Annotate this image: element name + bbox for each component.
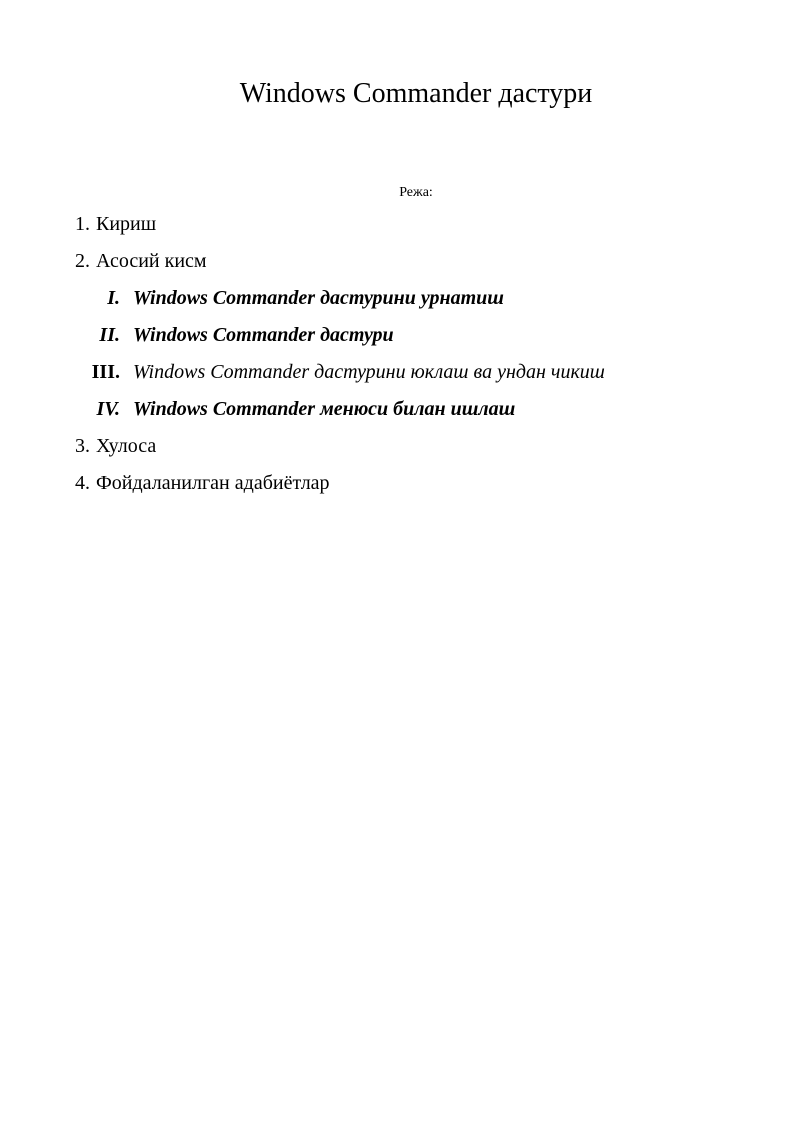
toc-item-label: Асосий кисм	[96, 250, 207, 272]
toc-subitem-label: Windows Commander дастури	[133, 324, 394, 346]
toc-subitem-number: I.	[107, 287, 120, 309]
toc-subitem-number: IV.	[96, 398, 120, 420]
toc-subitem-installation	[0, 285, 800, 311]
toc-subitem-load-exit	[0, 359, 800, 385]
toc-subitem-program	[0, 322, 800, 348]
document-title: Windows Commander дастури	[239, 78, 593, 109]
toc-subitem-menu	[0, 396, 800, 422]
toc-subitem-label: Windows Commander менюси билан ишлаш	[133, 398, 516, 420]
toc-subitem-number: III.	[91, 361, 120, 383]
toc-item-label: Хулоса	[96, 435, 157, 457]
toc-item-number: 1.	[75, 213, 90, 235]
plan-heading: Режа:	[399, 185, 433, 200]
toc-subitem-number: II.	[99, 324, 120, 346]
toc-subitem-label: Windows Commander дастурини юклаш ва ундан чикиш	[133, 361, 605, 383]
toc-subitem-label: Windows Commander дастурини урнатиш	[133, 287, 504, 309]
toc-item-label: Кириш	[96, 213, 157, 235]
toc-item-number: 3.	[75, 435, 90, 457]
toc-item-references	[0, 470, 800, 496]
toc-item-number: 4.	[75, 472, 90, 494]
toc-item-introduction	[0, 211, 800, 237]
toc-item-conclusion	[0, 433, 800, 459]
toc-item-number: 2.	[75, 250, 90, 272]
toc-item-label: Фойдаланилган адабиётлар	[96, 472, 330, 494]
toc-item-main-part	[0, 248, 800, 274]
